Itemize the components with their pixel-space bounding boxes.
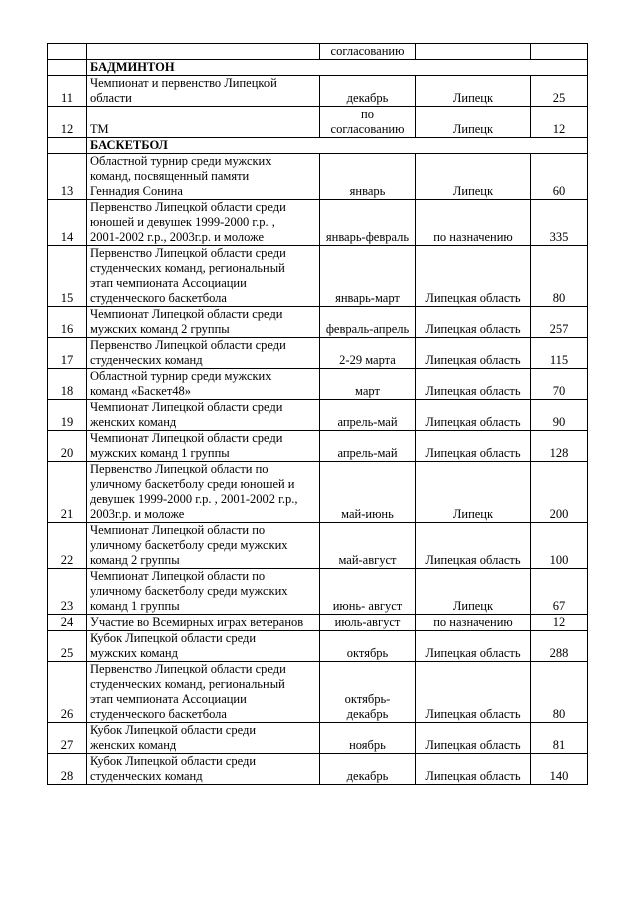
event-place-cell: Липецк [416,462,531,523]
event-date-cell: 2-29 марта [320,338,416,369]
event-date-cell: апрель-май [320,431,416,462]
row-number-cell: 13 [48,154,87,200]
table-row [48,107,588,138]
event-place-cell: Липецк [416,76,531,107]
event-name-cell: Первенство Липецкой области среди студенческих команд, региональный этап чемпионата Ассоциации студенческого баскетбола [87,662,320,723]
event-place-cell: по назначению [416,615,531,631]
event-date-cell: июль-август [320,615,416,631]
table-row [48,154,588,200]
participants-count-cell: 128 [531,431,588,462]
table-row [48,754,588,785]
event-date-cell: февраль-апрель [320,307,416,338]
row-number-cell: 27 [48,723,87,754]
event-place-cell: Липецкая область [416,523,531,569]
table-row [48,369,588,400]
event-date-cell: март [320,369,416,400]
participants-count-cell: 140 [531,754,588,785]
participants-count-cell: 12 [531,107,588,138]
event-place-cell: Липецкая область [416,246,531,307]
section-header-row [48,138,588,154]
event-name-cell: Первенство Липецкой области среди юношей и девушек 1999-2000 г.р. , 2001-2002 г.р., 2003г.р. и моложе [87,200,320,246]
table-row [48,76,588,107]
row-number-cell: 11 [48,76,87,107]
event-place-cell: Липецк [416,569,531,615]
row-number-cell: 16 [48,307,87,338]
table-row [48,631,588,662]
event-place-cell: Липецкая область [416,723,531,754]
event-place-cell: Липецкая область [416,754,531,785]
participants-count-cell: 70 [531,369,588,400]
event-name-cell: Чемпионат и первенство Липецкой области [87,76,320,107]
participants-count-cell: 80 [531,662,588,723]
table-row [48,338,588,369]
table-row [48,200,588,246]
event-name-cell: ТМ [87,107,320,138]
event-place-cell: Липецкая область [416,662,531,723]
row-number-cell: 12 [48,107,87,138]
table-row [48,615,588,631]
participants-count-cell: 288 [531,631,588,662]
row-number-cell: 23 [48,569,87,615]
table-row [48,723,588,754]
participants-count-cell: 90 [531,400,588,431]
row-number-cell: 15 [48,246,87,307]
event-name-cell: Областной турнир среди мужских команд, посвященный памяти Геннадия Сонина [87,154,320,200]
event-date-cell: январь-март [320,246,416,307]
participants-count-cell: 257 [531,307,588,338]
event-place-cell: Липецк [416,107,531,138]
event-name-cell: Первенство Липецкой области среди студенческих команд [87,338,320,369]
row-number-cell [48,138,87,154]
participants-count-cell [531,44,588,60]
table-row [48,400,588,431]
row-number-cell: 14 [48,200,87,246]
table-row [48,431,588,462]
participants-count-cell: 115 [531,338,588,369]
row-number-cell: 22 [48,523,87,569]
event-name-cell: Кубок Липецкой области среди студенческих команд [87,754,320,785]
event-place-cell: Липецкая область [416,369,531,400]
event-place-cell: Липецкая область [416,307,531,338]
event-name-cell: Чемпионат Липецкой области среди мужских команд 1 группы [87,431,320,462]
section-title: БАДМИНТОН [87,60,588,76]
participants-count-cell: 81 [531,723,588,754]
participants-count-cell: 200 [531,462,588,523]
table-row [48,662,588,723]
events-table-body [48,44,588,785]
section-title: БАСКЕТБОЛ [87,138,588,154]
table-row [48,246,588,307]
row-number-cell [48,44,87,60]
event-date-cell: октябрь- декабрь [320,662,416,723]
row-number-cell: 24 [48,615,87,631]
event-date-cell: январь [320,154,416,200]
event-place-cell: Липецкая область [416,338,531,369]
participants-count-cell: 80 [531,246,588,307]
event-name-cell: Областной турнир среди мужских команд «Баскет48» [87,369,320,400]
participants-count-cell: 67 [531,569,588,615]
row-number-cell: 21 [48,462,87,523]
table-row [48,307,588,338]
event-name-cell: Первенство Липецкой области среди студенческих команд, региональный этап чемпионата Ассоциации студенческого баскетбола [87,246,320,307]
row-number-cell: 18 [48,369,87,400]
event-date-cell: согласованию [320,44,416,60]
event-date-cell: декабрь [320,76,416,107]
row-number-cell [48,60,87,76]
row-number-cell: 17 [48,338,87,369]
table-row [48,569,588,615]
event-name-cell: Первенство Липецкой области по уличному баскетболу среди юношей и девушек 1999-2000 г.р. , 2001-2002 г.р., 2003г.р. и моложе [87,462,320,523]
event-date-cell: ноябрь [320,723,416,754]
event-place-cell: Липецкая область [416,631,531,662]
event-name-cell: Чемпионат Липецкой области по уличному баскетболу среди мужских команд 1 группы [87,569,320,615]
events-table [47,43,588,785]
row-number-cell: 26 [48,662,87,723]
event-date-cell: май-август [320,523,416,569]
event-date-cell: октябрь [320,631,416,662]
event-name-cell [87,44,320,60]
participants-count-cell: 60 [531,154,588,200]
table-row [48,523,588,569]
event-name-cell: Чемпионат Липецкой области среди женских команд [87,400,320,431]
event-place-cell: Липецкая область [416,400,531,431]
row-number-cell: 19 [48,400,87,431]
event-place-cell: Липецкая область [416,431,531,462]
event-date-cell: май-июнь [320,462,416,523]
event-place-cell [416,44,531,60]
event-name-cell: Участие во Всемирных играх ветеранов [87,615,320,631]
event-name-cell: Кубок Липецкой области среди женских команд [87,723,320,754]
event-name-cell: Кубок Липецкой области среди мужских команд [87,631,320,662]
row-number-cell: 25 [48,631,87,662]
table-row [48,44,588,60]
section-header-row [48,60,588,76]
event-date-cell: апрель-май [320,400,416,431]
row-number-cell: 20 [48,431,87,462]
event-place-cell: по назначению [416,200,531,246]
participants-count-cell: 335 [531,200,588,246]
participants-count-cell: 100 [531,523,588,569]
row-number-cell: 28 [48,754,87,785]
event-date-cell: по согласованию [320,107,416,138]
event-name-cell: Чемпионат Липецкой области по уличному баскетболу среди мужских команд 2 группы [87,523,320,569]
participants-count-cell: 12 [531,615,588,631]
event-name-cell: Чемпионат Липецкой области среди мужских команд 2 группы [87,307,320,338]
event-date-cell: декабрь [320,754,416,785]
event-place-cell: Липецк [416,154,531,200]
participants-count-cell: 25 [531,76,588,107]
event-date-cell: январь-февраль [320,200,416,246]
table-row [48,462,588,523]
event-date-cell: июнь- август [320,569,416,615]
